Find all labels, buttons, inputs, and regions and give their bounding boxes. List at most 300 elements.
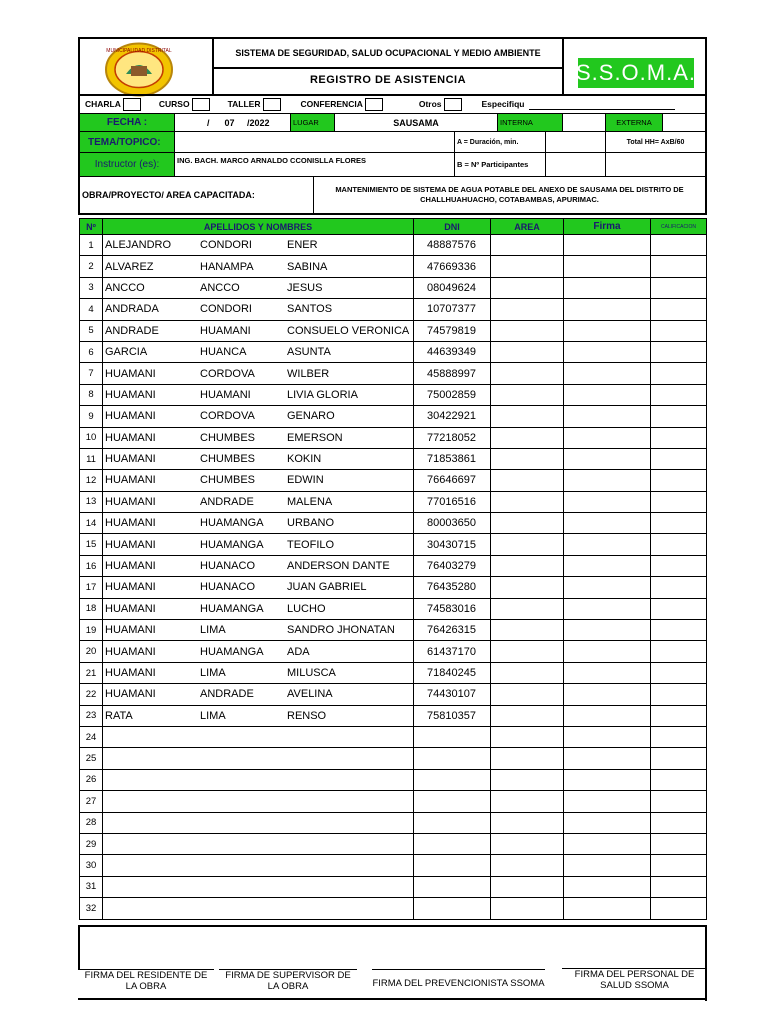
calificacion-cell[interactable]: [651, 748, 707, 769]
dni-cell[interactable]: 76426315: [414, 620, 491, 641]
area-cell[interactable]: [491, 662, 564, 683]
calificacion-cell[interactable]: [651, 555, 707, 576]
area-cell[interactable]: [491, 235, 564, 256]
calificacion-cell[interactable]: [651, 662, 707, 683]
otros-checkbox[interactable]: [444, 98, 462, 111]
first-surname: HUAMANI: [105, 624, 156, 637]
firma-cell[interactable]: [564, 855, 651, 876]
given-names: MILUSCA: [287, 667, 336, 679]
fecha-value[interactable]: / 07 /2022: [174, 113, 291, 132]
name-cell[interactable]: [103, 470, 414, 491]
dni-cell[interactable]: 74579819: [414, 320, 491, 341]
dni-cell[interactable]: 48887576: [414, 235, 491, 256]
area-cell[interactable]: [491, 320, 564, 341]
second-surname: CHUMBES: [200, 474, 256, 487]
table-row: [80, 277, 707, 298]
calificacion-cell[interactable]: [651, 320, 707, 341]
firma-cell[interactable]: [564, 876, 651, 897]
calificacion-cell[interactable]: [651, 384, 707, 405]
first-surname: ANCCO: [105, 281, 145, 294]
area-cell[interactable]: [491, 341, 564, 362]
first-surname: HUAMANI: [105, 388, 156, 401]
table-row: [80, 384, 707, 405]
first-surname: HUAMANI: [105, 367, 156, 380]
table-row: [80, 726, 707, 747]
name-cell[interactable]: [103, 769, 414, 790]
firma-cell[interactable]: [564, 427, 651, 448]
dni-cell[interactable]: 76435280: [414, 577, 491, 598]
dni-cell[interactable]: 71853861: [414, 448, 491, 469]
total-hh-value[interactable]: [605, 152, 706, 177]
dni-cell[interactable]: 75810357: [414, 705, 491, 726]
dni-cell[interactable]: [414, 769, 491, 790]
name-cell[interactable]: [103, 384, 414, 405]
firma-cell[interactable]: [564, 769, 651, 790]
firma-cell[interactable]: [564, 491, 651, 512]
firma-cell[interactable]: [564, 534, 651, 555]
calificacion-cell[interactable]: [651, 470, 707, 491]
firma-cell[interactable]: [564, 748, 651, 769]
especifique-input[interactable]: [529, 99, 675, 110]
firma-cell[interactable]: [564, 299, 651, 320]
dni-cell[interactable]: 74583016: [414, 598, 491, 619]
row-number: 2: [80, 256, 103, 277]
dni-cell[interactable]: 08049624: [414, 277, 491, 298]
given-names: JUAN GABRIEL: [287, 581, 367, 594]
table-row: [80, 898, 707, 919]
charla-checkbox[interactable]: [123, 98, 141, 111]
row-number: 15: [80, 534, 103, 555]
name-cell[interactable]: [103, 555, 414, 576]
area-cell[interactable]: [491, 491, 564, 512]
area-cell[interactable]: [491, 705, 564, 726]
name-cell[interactable]: [103, 855, 414, 876]
taller-checkbox[interactable]: [263, 98, 281, 111]
interna-field[interactable]: [562, 113, 606, 132]
seal-icon: [104, 42, 174, 97]
table-row: [80, 363, 707, 384]
dni-cell[interactable]: 76403279: [414, 555, 491, 576]
conferencia-label: CONFERENCIA: [300, 99, 363, 109]
calificacion-cell[interactable]: [651, 299, 707, 320]
first-surname: HUAMANI: [105, 581, 156, 594]
activity-type-row: [85, 96, 705, 112]
firma-cell[interactable]: [564, 448, 651, 469]
area-cell[interactable]: [491, 470, 564, 491]
calificacion-cell[interactable]: [651, 898, 707, 919]
name-cell[interactable]: [103, 598, 414, 619]
dni-cell[interactable]: 71840245: [414, 662, 491, 683]
name-cell[interactable]: [103, 791, 414, 812]
first-surname: HUAMANI: [105, 538, 156, 551]
name-cell[interactable]: [103, 898, 414, 919]
firma-cell[interactable]: [564, 598, 651, 619]
firma-cell[interactable]: [564, 684, 651, 705]
first-surname: HUAMANI: [105, 645, 156, 658]
name-cell[interactable]: [103, 341, 414, 362]
area-cell[interactable]: [491, 726, 564, 747]
row-number: 9: [80, 406, 103, 427]
firma-cell[interactable]: [564, 833, 651, 854]
dni-cell[interactable]: 30430715: [414, 534, 491, 555]
dni-cell[interactable]: [414, 812, 491, 833]
calificacion-cell[interactable]: [651, 791, 707, 812]
calificacion-cell[interactable]: [651, 641, 707, 662]
second-surname: CHUMBES: [200, 453, 256, 466]
lugar-value[interactable]: SAUSAMA: [334, 113, 498, 132]
svg-text:MUNICIPALIDAD DISTRITAL: MUNICIPALIDAD DISTRITAL: [106, 48, 172, 54]
name-cell[interactable]: [103, 534, 414, 555]
calificacion-cell[interactable]: [651, 534, 707, 555]
firma-cell[interactable]: [564, 470, 651, 491]
signature-prevencionista[interactable]: FIRMA DEL PREVENCIONISTA SSOMA: [372, 969, 545, 989]
calificacion-cell[interactable]: [651, 726, 707, 747]
second-surname: HANAMPA: [200, 260, 254, 273]
table-row: [80, 855, 707, 876]
table-row: [80, 491, 707, 512]
row-number: 24: [80, 726, 103, 747]
duracion-input[interactable]: [545, 131, 606, 153]
calificacion-cell[interactable]: [651, 577, 707, 598]
area-cell[interactable]: [491, 812, 564, 833]
first-surname: HUAMANI: [105, 453, 156, 466]
signature-personal-salud[interactable]: FIRMA DEL PERSONAL DE SALUD SSOMA: [562, 968, 707, 991]
firma-cell[interactable]: [564, 662, 651, 683]
table-row: [80, 662, 707, 683]
given-names: KOKIN: [287, 453, 322, 466]
area-cell[interactable]: [491, 898, 564, 919]
dni-cell[interactable]: 76646697: [414, 470, 491, 491]
calificacion-cell[interactable]: [651, 812, 707, 833]
calificacion-cell[interactable]: [651, 448, 707, 469]
row-number: 28: [80, 812, 103, 833]
dni-cell[interactable]: [414, 791, 491, 812]
col-header-num: Nº: [80, 219, 103, 235]
col-header-firma: Firma: [564, 219, 651, 235]
dni-cell[interactable]: [414, 855, 491, 876]
table-row: [80, 705, 707, 726]
firma-cell[interactable]: [564, 620, 651, 641]
second-surname: HUANACO: [200, 560, 256, 573]
row-number: 17: [80, 577, 103, 598]
col-header-dni: DNI: [414, 219, 491, 235]
taller-label: TALLER: [227, 99, 261, 109]
given-names: GENARO: [287, 410, 335, 423]
system-title: SISTEMA DE SEGURIDAD, SALUD OCUPACIONAL Y MEDIO AMBIENTE: [235, 47, 541, 58]
conferencia-checkbox[interactable]: [365, 98, 383, 111]
second-surname: HUAMANI: [200, 388, 251, 401]
area-cell[interactable]: [491, 620, 564, 641]
calificacion-cell[interactable]: [651, 277, 707, 298]
given-names: LIVIA GLORIA: [287, 388, 358, 401]
calificacion-cell[interactable]: [651, 705, 707, 726]
firma-cell[interactable]: [564, 555, 651, 576]
table-row: [80, 812, 707, 833]
dni-cell[interactable]: [414, 876, 491, 897]
name-cell[interactable]: [103, 641, 414, 662]
area-cell[interactable]: [491, 577, 564, 598]
firma-cell[interactable]: [564, 256, 651, 277]
second-surname: CORDOVA: [200, 367, 255, 380]
charla-label: CHARLA: [85, 99, 121, 109]
row-number: 4: [80, 299, 103, 320]
name-cell[interactable]: [103, 684, 414, 705]
area-cell[interactable]: [491, 406, 564, 427]
name-cell[interactable]: [103, 363, 414, 384]
first-surname: GARCIA: [105, 346, 148, 359]
name-cell[interactable]: [103, 705, 414, 726]
row-number: 16: [80, 555, 103, 576]
calificacion-cell[interactable]: [651, 235, 707, 256]
calificacion-cell[interactable]: [651, 855, 707, 876]
row-number: 7: [80, 363, 103, 384]
second-surname: CONDORI: [200, 303, 252, 316]
otros-label: Otros: [418, 99, 442, 109]
participantes-label: B = Nº Participantes: [454, 152, 546, 177]
row-number: 27: [80, 791, 103, 812]
calificacion-cell[interactable]: [651, 620, 707, 641]
table-row: [80, 769, 707, 790]
area-cell[interactable]: [491, 555, 564, 576]
second-surname: ANDRADE: [200, 688, 254, 701]
second-surname: HUAMANGA: [200, 645, 264, 658]
table-row: [80, 577, 707, 598]
table-row: [80, 534, 707, 555]
area-cell[interactable]: [491, 833, 564, 854]
participantes-input[interactable]: [545, 152, 606, 177]
second-surname: LIMA: [200, 624, 226, 637]
name-cell[interactable]: [103, 726, 414, 747]
calificacion-cell[interactable]: [651, 406, 707, 427]
name-cell[interactable]: [103, 406, 414, 427]
table-row: [80, 427, 707, 448]
externa-field[interactable]: [662, 113, 706, 132]
tema-input[interactable]: [174, 131, 455, 153]
instructor-value[interactable]: ING. BACH. MARCO ARNALDO CCONISLLA FLORES: [174, 152, 455, 177]
signature-residente[interactable]: FIRMA DEL RESIDENTE DE LA OBRA: [78, 969, 214, 992]
row-number: 19: [80, 620, 103, 641]
area-cell[interactable]: [491, 384, 564, 405]
especifique-label: Especifiqu: [481, 99, 525, 109]
area-cell[interactable]: [491, 748, 564, 769]
area-cell[interactable]: [491, 363, 564, 384]
area-cell[interactable]: [491, 684, 564, 705]
firma-cell[interactable]: [564, 277, 651, 298]
given-names: LUCHO: [287, 602, 326, 615]
dni-cell[interactable]: 10707377: [414, 299, 491, 320]
area-cell[interactable]: [491, 534, 564, 555]
firma-cell[interactable]: [564, 384, 651, 405]
name-cell[interactable]: [103, 833, 414, 854]
name-cell[interactable]: [103, 577, 414, 598]
row-number: 32: [80, 898, 103, 919]
given-names: AVELINA: [287, 688, 333, 701]
total-hh-label: Total HH= AxB/60: [605, 131, 706, 153]
area-cell[interactable]: [491, 598, 564, 619]
calificacion-cell[interactable]: [651, 427, 707, 448]
row-number: 1: [80, 235, 103, 256]
obra-label: OBRA/PROYECTO/ AREA CAPACITADA:: [79, 176, 314, 214]
first-surname: HUAMANI: [105, 431, 156, 444]
row-number: 26: [80, 769, 103, 790]
col-header-calificacion: CALIFICACION: [651, 219, 707, 235]
firma-cell[interactable]: [564, 791, 651, 812]
name-cell[interactable]: [103, 427, 414, 448]
dni-cell[interactable]: 30422921: [414, 406, 491, 427]
calificacion-cell[interactable]: [651, 598, 707, 619]
dni-cell[interactable]: 74430107: [414, 684, 491, 705]
table-row: [80, 620, 707, 641]
given-names: TEOFILO: [287, 538, 335, 551]
given-names: WILBER: [287, 367, 330, 380]
first-surname: ALEJANDRO: [105, 239, 172, 252]
first-surname: HUAMANI: [105, 410, 156, 423]
row-number: 12: [80, 470, 103, 491]
calificacion-cell[interactable]: [651, 491, 707, 512]
name-cell[interactable]: [103, 320, 414, 341]
table-row: [80, 448, 707, 469]
dni-cell[interactable]: [414, 748, 491, 769]
name-cell[interactable]: [103, 277, 414, 298]
table-header-row: [80, 219, 707, 235]
second-surname: ANCCO: [200, 281, 240, 294]
firma-cell[interactable]: [564, 341, 651, 362]
given-names: RENSO: [287, 709, 327, 722]
curso-checkbox[interactable]: [192, 98, 210, 111]
name-cell[interactable]: [103, 491, 414, 512]
fecha-label: FECHA :: [79, 113, 175, 132]
calificacion-cell[interactable]: [651, 769, 707, 790]
first-surname: HUAMANI: [105, 495, 156, 508]
row-number: 25: [80, 748, 103, 769]
row-number: 11: [80, 448, 103, 469]
first-surname: HUAMANI: [105, 688, 156, 701]
firma-cell[interactable]: [564, 513, 651, 534]
name-cell[interactable]: [103, 448, 414, 469]
dni-cell[interactable]: [414, 833, 491, 854]
firma-cell[interactable]: [564, 726, 651, 747]
area-cell[interactable]: [491, 513, 564, 534]
area-cell[interactable]: [491, 876, 564, 897]
interna-label: INTERNA: [497, 113, 563, 132]
firma-cell[interactable]: [564, 363, 651, 384]
table-row: [80, 791, 707, 812]
name-cell[interactable]: [103, 235, 414, 256]
name-cell[interactable]: [103, 513, 414, 534]
given-names: SABINA: [287, 260, 328, 273]
dni-cell[interactable]: 45888997: [414, 363, 491, 384]
table-row: [80, 641, 707, 662]
col-header-area: AREA: [491, 219, 564, 235]
firma-cell[interactable]: [564, 812, 651, 833]
dni-cell[interactable]: 44639349: [414, 341, 491, 362]
col-header-names: APELLIDOS Y NOMBRES: [103, 219, 414, 235]
dni-cell[interactable]: 61437170: [414, 641, 491, 662]
area-cell[interactable]: [491, 769, 564, 790]
area-cell[interactable]: [491, 299, 564, 320]
row-number: 22: [80, 684, 103, 705]
calificacion-cell[interactable]: [651, 363, 707, 384]
second-surname: LIMA: [200, 709, 226, 722]
second-surname: ANDRADE: [200, 495, 254, 508]
divider: [78, 998, 707, 1000]
signature-supervisor[interactable]: FIRMA DE SUPERVISOR DE LA OBRA: [219, 969, 357, 992]
first-surname: RATA: [105, 709, 133, 722]
firma-cell[interactable]: [564, 320, 651, 341]
table-row: [80, 320, 707, 341]
calificacion-cell[interactable]: [651, 684, 707, 705]
area-cell[interactable]: [491, 277, 564, 298]
name-cell[interactable]: [103, 748, 414, 769]
first-surname: ANDRADA: [105, 303, 159, 316]
dni-cell[interactable]: 80003650: [414, 513, 491, 534]
second-surname: CONDORI: [200, 239, 252, 252]
area-cell[interactable]: [491, 427, 564, 448]
dni-cell[interactable]: [414, 898, 491, 919]
attendance-table: [79, 218, 707, 920]
obra-value[interactable]: MANTENIMIENTO DE SISTEMA DE AGUA POTABLE DEL ANEXO DE SAUSAMA DEL DISTRITO DE CHALLHUAHUACHO, COTABAMBAS, APURIMAC.: [313, 176, 706, 214]
dni-cell[interactable]: 77016516: [414, 491, 491, 512]
municipality-seal: [104, 42, 174, 97]
firma-cell[interactable]: [564, 577, 651, 598]
firma-cell[interactable]: [564, 705, 651, 726]
dni-cell[interactable]: [414, 726, 491, 747]
first-surname: HUAMANI: [105, 517, 156, 530]
divider: [78, 925, 80, 969]
row-number: 13: [80, 491, 103, 512]
dni-cell[interactable]: 75002859: [414, 384, 491, 405]
firma-cell[interactable]: [564, 406, 651, 427]
dni-cell[interactable]: 47669336: [414, 256, 491, 277]
calificacion-cell[interactable]: [651, 876, 707, 897]
area-cell[interactable]: [491, 791, 564, 812]
area-cell[interactable]: [491, 641, 564, 662]
first-surname: HUAMANI: [105, 667, 156, 679]
name-cell[interactable]: [103, 812, 414, 833]
area-cell[interactable]: [491, 448, 564, 469]
name-cell[interactable]: [103, 876, 414, 897]
area-cell[interactable]: [491, 855, 564, 876]
dni-cell[interactable]: 77218052: [414, 427, 491, 448]
row-number: 21: [80, 662, 103, 683]
firma-cell[interactable]: [564, 235, 651, 256]
given-names: MALENA: [287, 495, 333, 508]
name-cell[interactable]: [103, 256, 414, 277]
duracion-label: A = Duración, min.: [454, 131, 546, 153]
given-names: CONSUELO VERONICA: [287, 324, 410, 337]
firma-cell[interactable]: [564, 898, 651, 919]
table-row: [80, 833, 707, 854]
firma-cell[interactable]: [564, 641, 651, 662]
name-cell[interactable]: [103, 662, 414, 683]
second-surname: HUAMANGA: [200, 538, 264, 551]
calificacion-cell[interactable]: [651, 833, 707, 854]
name-cell[interactable]: [103, 299, 414, 320]
given-names: SANTOS: [287, 303, 333, 316]
calificacion-cell[interactable]: [651, 513, 707, 534]
table-row: [80, 256, 707, 277]
row-number: 23: [80, 705, 103, 726]
area-cell[interactable]: [491, 256, 564, 277]
given-names: ASUNTA: [287, 346, 331, 359]
table-row: [80, 470, 707, 491]
table-row: [80, 513, 707, 534]
calificacion-cell[interactable]: [651, 341, 707, 362]
ssoma-logo: S.S.O.M.A.: [578, 58, 694, 88]
table-row: [80, 876, 707, 897]
calificacion-cell[interactable]: [651, 256, 707, 277]
name-cell[interactable]: [103, 620, 414, 641]
